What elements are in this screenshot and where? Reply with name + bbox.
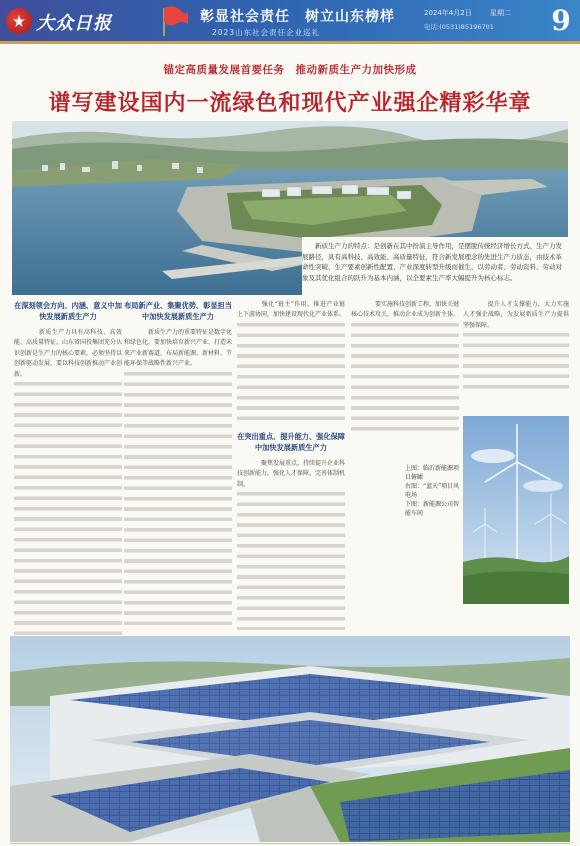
article-column-4 [351,300,459,435]
photo-caption-top: 新质生产力的特点：是创新在其中扮演主导作用，是摆脱传统经济增长方式、生产力发展路径，具有高科技、高效能、高质量特征，符合新发展理念的先进生产力质态，由技术革命性突破、生产要素创新性配置、产业深度转型升级而催生，以劳动者、劳动资料、劳动对象及其优化组合的跃升为基本内涵，以全要素生产率大幅提升为核心标志。 [302,242,562,282]
body-paragraph: 要实施科技创新工程，加快关键核心技术攻关，推动企业成为创新主体。 [351,301,460,319]
flag-ribbon-icon [160,4,190,38]
article-column-3 [237,300,345,630]
column-slogan: 彰显社会责任 树立山东榜样 [200,9,395,25]
page-bottom-rule [10,843,570,844]
issue-weekday: 星期二 [490,9,511,17]
photo-caption-item: 右图：“蓝天”项目风电场 [405,483,460,499]
body-paragraph: 新质生产力具有高科技、高效能、高质量特征。山东省国投集团充分认识创新是生产力的核心要素，必须坚持以创新驱动发展，要以科技创新推动产业创新。 [14,329,123,378]
body-text-lines [14,380,122,641]
section-subhead-2: 布局新产业、集聚优势、彰显担当中加快发展新质生产力 [124,301,232,321]
editor-contact: 电话:(0531)85196701 [424,23,494,31]
section-subhead-1: 在深刻领会方向、内涵、意义中加快发展新质生产力 [14,301,122,321]
article-kicker: 锚定高质量发展首要任务 推动新质生产力加快形成 [163,64,417,76]
page-number: 9 [551,4,571,37]
factory-solar-photo [10,636,570,842]
body-text-lines [237,321,345,425]
masthead [0,0,580,44]
photo-caption-item: 上图：临沂新能源项目俯瞰 [405,465,460,481]
section-subhead-3: 在突出重点、提升能力、强化保障中加快发展新质生产力 [237,431,345,452]
photo-caption-list [405,464,461,518]
body-paragraph: 提升人才支撑能力，大力实施人才强企战略，为发展新质生产力提供坚强保障。 [463,301,569,329]
body-paragraph: 强化“链主”作用，推进产业链上下游协同，加快建设现代化产业体系。 [237,301,346,319]
article-column-5 [463,300,569,393]
column-subtitle: 2023山东社会责任企业巡礼 [212,28,321,37]
wind-turbine-photo [463,416,569,604]
article-headline: 谱写建设国内一流绿色和现代产业强企精彩华章 [48,91,532,116]
newspaper-logo-seal-icon [6,8,32,34]
body-text-lines [124,370,232,631]
newspaper-logo: 大众日报 [36,13,112,34]
body-paragraph: 聚焦发展重点，持续提升企业科技创新能力，强化人才保障，完善体制机制。 [237,459,346,488]
issue-date: 2024年4月2日 [424,9,472,17]
article-column-1 [14,300,122,641]
body-paragraph: 新质生产力的重要特征是数字化和绿色化。要加快培育新兴产业、打造未来产业新赛道，布局新能源、新材料、节能环保等战略性新兴产业。 [124,329,233,368]
article-column-2 [124,300,232,631]
body-text-lines [237,490,345,630]
photo-caption-item: 下图：新能源公司智能车间 [405,501,460,517]
body-text-lines [351,321,459,435]
body-text-lines [463,331,569,393]
